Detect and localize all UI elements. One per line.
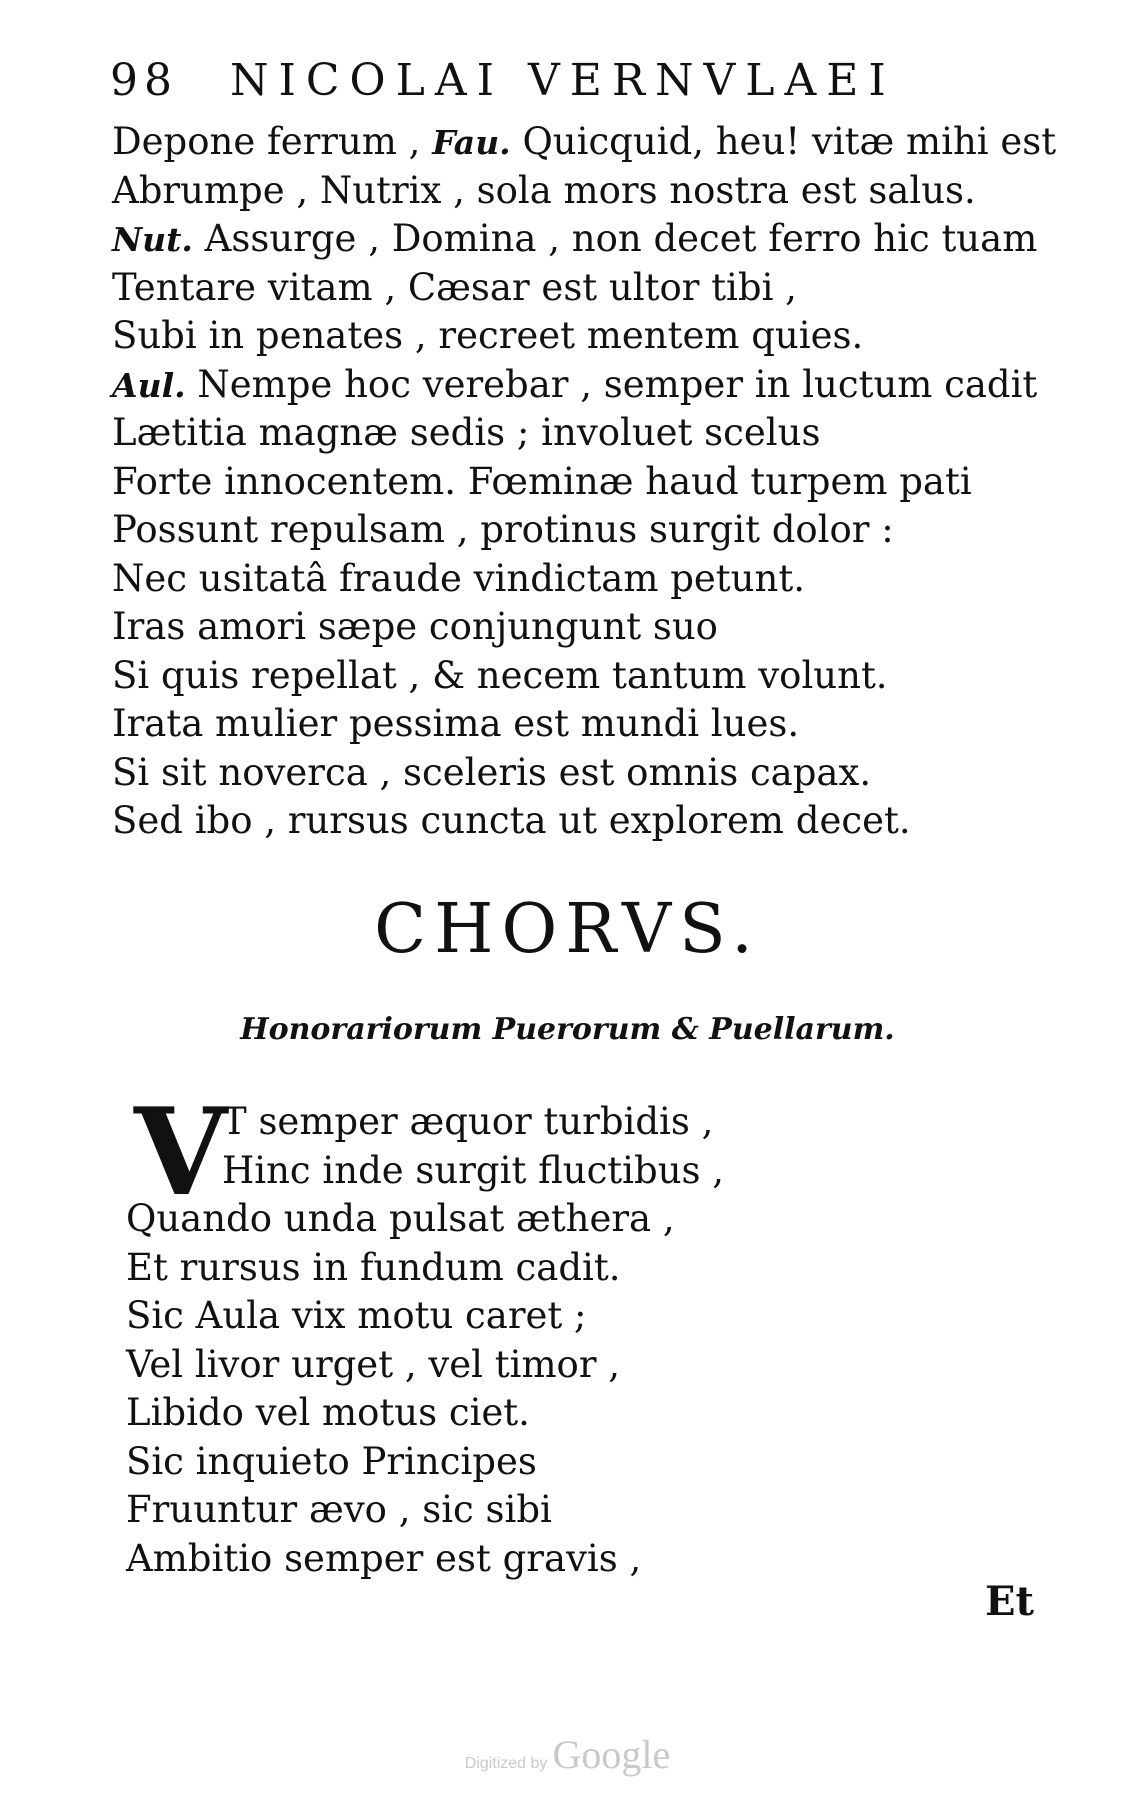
chorus-line: Et rursus in fundum cadit. (126, 1245, 621, 1289)
chorus-heading: CHORVS. (374, 890, 761, 969)
digitized-prefix: Digitized by (464, 1755, 548, 1772)
verse-text: Nempe hoc verebar , semper in luctum cadit (197, 362, 1038, 406)
verse-line (112, 409, 1032, 458)
verse-line (112, 215, 1038, 264)
digitized-brand: Google (552, 1732, 671, 1777)
verse-text: Nec usitatâ fraude vindictam petunt. (112, 556, 805, 600)
chorus-subtitle: Honorariorum Puerorum & Puellarum. (240, 1012, 895, 1047)
chorus-line: Libido vel motus ciet. (126, 1391, 530, 1434)
chorus-line: Sic inquieto Principes (126, 1439, 537, 1483)
verse-line (112, 652, 1032, 701)
digitized-watermark (0, 1725, 1135, 1785)
verse-text: Lætitia magnæ sedis ; involuet scelus (112, 411, 821, 454)
verse-text: Irata mulier pessima est mundi lues. (112, 702, 800, 745)
verse-line (112, 312, 1032, 361)
chorus-block (126, 1082, 926, 1583)
catchword: Et (985, 1578, 1034, 1625)
verse-text: Iras amori sæpe conjungunt suo (112, 605, 718, 648)
speaker-label: Fau. (432, 123, 511, 162)
verse-text: Quicquid, heu! vitæ mihi est (522, 120, 1057, 163)
verse-text: Depone ferrum , (112, 120, 421, 163)
verse-text: Possunt repulsam , protinus surgit dolor : (112, 508, 894, 551)
verse-text: Assurge , Domina , non decet ferro hic tuam (204, 217, 1038, 260)
verse-line (112, 167, 1032, 216)
running-head (110, 55, 930, 115)
running-title: NICOLAI VERNVLAEI (230, 55, 896, 106)
verse-text: Sed ibo , rursus cuncta ut explorem decet. (112, 799, 911, 842)
verse-line (112, 700, 1032, 749)
verse-block (112, 118, 1057, 846)
drop-cap: V (134, 1082, 228, 1223)
speaker-label: Aul. (112, 365, 186, 405)
verse-text: Abrumpe , Nutrix , sola mors nostra est salus. (112, 168, 976, 212)
speaker-label: Nut. (112, 220, 193, 259)
verse-text: Si quis repellat , & necem tantum volunt. (112, 653, 888, 697)
verse-line (112, 361, 1038, 410)
verse-text: Si sit noverca , sceleris est omnis capax. (112, 750, 872, 794)
chorus-line: Sic Aula vix motu caret ; (126, 1294, 587, 1337)
verse-line (112, 506, 1032, 555)
verse-text: Forte innocentem. Fœminæ haud turpem pati (112, 459, 972, 503)
chorus-line: Quando unda pulsat æthera , (126, 1197, 675, 1240)
verse-text: Subi in penates , recreet mentem quies. (112, 314, 864, 357)
verse-line (112, 555, 1032, 604)
chorus-line: Hinc inde surgit fluctibus , (222, 1148, 725, 1192)
verse-text: Tentare vitam , Cæsar est ultor tibi , (112, 265, 797, 309)
verse-line (112, 118, 1057, 167)
verse-line (112, 458, 1032, 507)
chorus-line: Fruuntur ævo , sic sibi (126, 1488, 552, 1531)
page-number: 98 (110, 55, 178, 106)
verse-line (112, 603, 1032, 652)
chorus-line: Ambitio semper est gravis , (126, 1536, 642, 1580)
verse-line (112, 797, 1032, 846)
verse-line (112, 264, 1032, 313)
chorus-line: Vel livor urget , vel timor , (126, 1342, 621, 1386)
chorus-line: T semper æquor turbidis , (222, 1100, 714, 1143)
verse-line (112, 749, 1032, 798)
